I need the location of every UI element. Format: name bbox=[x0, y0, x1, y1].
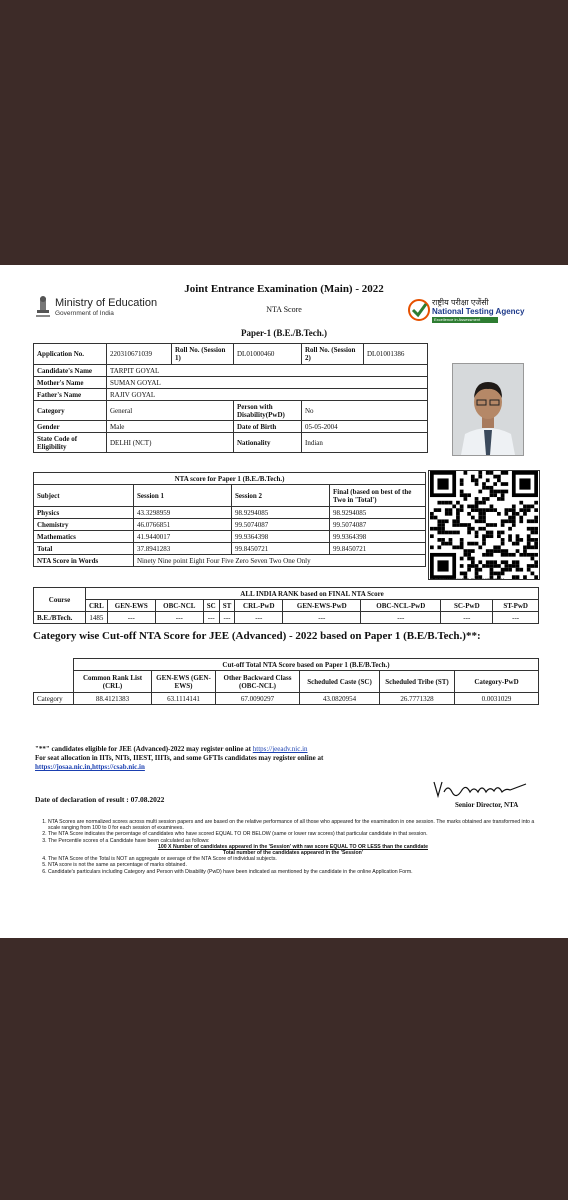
cutoff-header-cell: Scheduled Tribe (ST) bbox=[380, 671, 455, 693]
formula-numerator: 100 X Number of candidates appeared in the 'Session' with raw score EQUAL TO OR LESS than the candidate bbox=[157, 843, 429, 850]
cutoff-value-cell: 63.1114141 bbox=[152, 693, 216, 705]
state-value: DELHI (NCT) bbox=[107, 433, 234, 453]
nta-check-icon bbox=[408, 299, 430, 321]
rank-course: B.E./BTech. bbox=[34, 612, 86, 624]
rank-header-cell: CRL bbox=[86, 600, 108, 612]
jeeadv-link[interactable]: https://jeeadv.nic.in bbox=[252, 745, 308, 753]
rank-heading: ALL INDIA RANK based on FINAL NTA Score bbox=[86, 588, 539, 600]
rank-header-row bbox=[34, 600, 539, 612]
registration-notes bbox=[35, 745, 525, 772]
signatory-title: Senior Director, NTA bbox=[455, 801, 519, 809]
father-name-value: RAJIV GOYAL bbox=[107, 389, 428, 401]
footnote-item: 2. The NTA Score indicates the percentage of candidates who have scored EQUAL TO OR BELOW (same or lower raw scores) that particular candidate in that session. bbox=[48, 831, 538, 837]
score-cell: 37.8941283 bbox=[134, 543, 232, 555]
score-cell: 43.3298959 bbox=[134, 507, 232, 519]
rank-value-cell: --- bbox=[235, 612, 283, 624]
page-title: Joint Entrance Examination (Main) - 2022 bbox=[184, 283, 384, 295]
rank-header-cell: SC-PwD bbox=[441, 600, 493, 612]
table-row bbox=[34, 543, 426, 555]
cutoff-heading: Cut-off Total NTA Score based on Paper 1 (B.E/B.Tech.) bbox=[74, 659, 539, 671]
rank-course-label: Course bbox=[34, 588, 86, 612]
cutoff-header-cell: Scheduled Caste (SC) bbox=[300, 671, 380, 693]
score-cell: 98.9294085 bbox=[330, 507, 426, 519]
score-words-label: NTA Score in Words bbox=[34, 555, 134, 567]
cutoff-table bbox=[33, 658, 539, 705]
application-no-value: 220310671039 bbox=[107, 344, 172, 365]
roll1-label: Roll No. (Session 1) bbox=[172, 344, 234, 365]
footnote-item: 4. The NTA Score of the Total is NOT an aggregate or average of the NTA Score of individual subjects. bbox=[48, 856, 538, 862]
cutoff-header-cell: Other Backward Class (OBC-NCL) bbox=[216, 671, 300, 693]
ministry-name: Ministry of Education bbox=[55, 297, 158, 309]
scorecard-document bbox=[0, 265, 568, 938]
state-label: State Code of Eligibility bbox=[34, 433, 107, 453]
dob-value: 05-05-2004 bbox=[302, 421, 428, 433]
rank-header-cell: ST bbox=[219, 600, 235, 612]
rank-value-cell: --- bbox=[203, 612, 219, 624]
cutoff-header-cell: Category-PwD bbox=[455, 671, 539, 693]
nationality-label: Nationality bbox=[234, 433, 302, 453]
rank-header-cell: GEN-EWS bbox=[107, 600, 155, 612]
nta-score-table bbox=[33, 472, 426, 567]
roll1-value: DL01000460 bbox=[234, 344, 302, 365]
signature-image bbox=[428, 778, 538, 800]
category-label: Category bbox=[34, 401, 107, 421]
rank-header-cell: OBC-NCL bbox=[155, 600, 203, 612]
cutoff-value-cell: 26.7771328 bbox=[380, 693, 455, 705]
score-cell: 99.5074087 bbox=[330, 519, 426, 531]
note-line1: "**" candidates eligible for JEE (Advanced)-2022 may register online at bbox=[35, 745, 253, 753]
cutoff-value-row bbox=[34, 693, 539, 705]
nta-name: National Testing Agency bbox=[432, 307, 525, 316]
cutoff-header-cell: Common Rank List (CRL) bbox=[74, 671, 152, 693]
footnote-item: 1. NTA Scores are normalized scores across multi session papers and are based on the relative performance of all those who appeared for the examination in one session. The marks obtained are transformed into a scale ranging from 100 to 0 for each session of examinees. bbox=[48, 819, 538, 831]
rank-value-row bbox=[34, 612, 539, 624]
score-cell: 41.9440017 bbox=[134, 531, 232, 543]
nta-tagline: Excellence in Assessment bbox=[432, 317, 498, 323]
cutoff-title: Category wise Cut-off NTA Score for JEE (Advanced) - 2022 based on Paper 1 (B.E/B.Tech.)**: bbox=[33, 630, 481, 642]
cutoff-value-cell: 0.0031029 bbox=[455, 693, 539, 705]
rank-value-cell: --- bbox=[493, 612, 539, 624]
score-cell: 99.9364398 bbox=[232, 531, 330, 543]
score-cell: 98.9294085 bbox=[232, 507, 330, 519]
josaa-csab-link[interactable]: https://josaa.nic.in,https://csab.nic.in bbox=[35, 763, 145, 771]
page-subtitle: NTA Score bbox=[266, 305, 302, 314]
qr-code bbox=[428, 470, 540, 580]
score-subject: Chemistry bbox=[34, 519, 134, 531]
candidate-photo bbox=[452, 363, 524, 456]
score-words-value: Ninety Nine point Eight Four Five Zero Seven Two One Only bbox=[134, 555, 426, 567]
footnote-item: 6. Candidate's particulars including Category and Person with Disability (PwD) have been indicated as mentioned by the candidate in the online Application Form. bbox=[48, 869, 538, 875]
rank-header-cell: CRL-PwD bbox=[235, 600, 283, 612]
roll2-value: DL01001386 bbox=[364, 344, 428, 365]
nta-hindi-name: राष्ट्रीय परीक्षा एजेंसी bbox=[432, 298, 489, 307]
note-line2: For seat allocation in IITs, NITs, IIEST, IIITs, and some GFTIs candidates may register online at bbox=[35, 754, 324, 762]
pwd-label: Person with Disability(PwD) bbox=[234, 401, 302, 421]
cutoff-value-cell: 67.0090297 bbox=[216, 693, 300, 705]
cutoff-value-cell: 43.0820954 bbox=[300, 693, 380, 705]
rank-value-cell: --- bbox=[219, 612, 235, 624]
rank-value-cell: --- bbox=[441, 612, 493, 624]
rank-header-cell: OBC-NCL-PwD bbox=[361, 600, 441, 612]
footnote-item bbox=[48, 838, 538, 857]
table-row bbox=[34, 531, 426, 543]
rank-value-cell: --- bbox=[361, 612, 441, 624]
candidate-name-label: Candidate's Name bbox=[34, 365, 107, 377]
cutoff-row-label: Category bbox=[34, 693, 74, 705]
cutoff-header-cell: GEN-EWS (GEN-EWS) bbox=[152, 671, 216, 693]
ministry-subtitle: Government of India bbox=[55, 310, 114, 317]
father-name-label: Father's Name bbox=[34, 389, 107, 401]
nationality-value: Indian bbox=[302, 433, 428, 453]
dob-label: Date of Birth bbox=[234, 421, 302, 433]
table-row bbox=[34, 507, 426, 519]
nta-logo bbox=[408, 297, 538, 325]
score-header-session2: Session 2 bbox=[232, 485, 330, 507]
rank-value-cell: --- bbox=[283, 612, 361, 624]
rank-header-cell: ST-PwD bbox=[493, 600, 539, 612]
cutoff-header-row bbox=[34, 671, 539, 693]
score-cell: 99.9364398 bbox=[330, 531, 426, 543]
qr-code-icon bbox=[429, 471, 539, 579]
score-cell: 46.0766851 bbox=[134, 519, 232, 531]
rank-header-cell: GEN-EWS-PwD bbox=[283, 600, 361, 612]
score-header-subject: Subject bbox=[34, 485, 134, 507]
paper-label: Paper-1 (B.E./B.Tech.) bbox=[240, 328, 328, 338]
qr-code-text: 0C6D6A5CC7831A89C8D783C0E4687D2 bbox=[430, 578, 505, 582]
rank-table bbox=[33, 587, 539, 624]
footnote-item: 5. NTA score is not the same as percentage of marks obtained. bbox=[48, 862, 538, 868]
rank-value-cell: --- bbox=[107, 612, 155, 624]
pwd-value: No bbox=[302, 401, 428, 421]
gender-label: Gender bbox=[34, 421, 107, 433]
candidate-portrait-image bbox=[453, 364, 523, 455]
score-cell: 99.8450721 bbox=[232, 543, 330, 555]
score-header-session1: Session 1 bbox=[134, 485, 232, 507]
rank-header-cell: SC bbox=[203, 600, 219, 612]
rank-value-cell: 1485 bbox=[86, 612, 108, 624]
formula-denominator: Total number of the candidates appeared in the 'Session' bbox=[222, 850, 364, 857]
score-subject: Physics bbox=[34, 507, 134, 519]
gender-value: Male bbox=[107, 421, 234, 433]
candidate-name-value: TARPIT GOYAL bbox=[107, 365, 428, 377]
score-cell: 99.5074087 bbox=[232, 519, 330, 531]
score-table-heading: NTA score for Paper 1 (B.E./B.Tech.) bbox=[34, 473, 426, 485]
score-subject: Total bbox=[34, 543, 134, 555]
rank-value-cell: --- bbox=[155, 612, 203, 624]
score-header-final: Final (based on best of the Two in 'Total') bbox=[330, 485, 426, 507]
footnotes bbox=[38, 819, 538, 875]
cutoff-value-cell: 88.4121383 bbox=[74, 693, 152, 705]
declaration-date: Date of declaration of result : 07.08.2022 bbox=[35, 795, 165, 804]
score-subject: Mathematics bbox=[34, 531, 134, 543]
score-cell: 99.8450721 bbox=[330, 543, 426, 555]
mother-name-label: Mother's Name bbox=[34, 377, 107, 389]
roll2-label: Roll No. (Session 2) bbox=[302, 344, 364, 365]
footnote-text: The Percentile scores of a Candidate have been calculated as follows: bbox=[48, 837, 210, 844]
table-row bbox=[34, 519, 426, 531]
category-value: General bbox=[107, 401, 234, 421]
mother-name-value: SUMAN GOYAL bbox=[107, 377, 428, 389]
application-no-label: Application No. bbox=[34, 344, 107, 365]
